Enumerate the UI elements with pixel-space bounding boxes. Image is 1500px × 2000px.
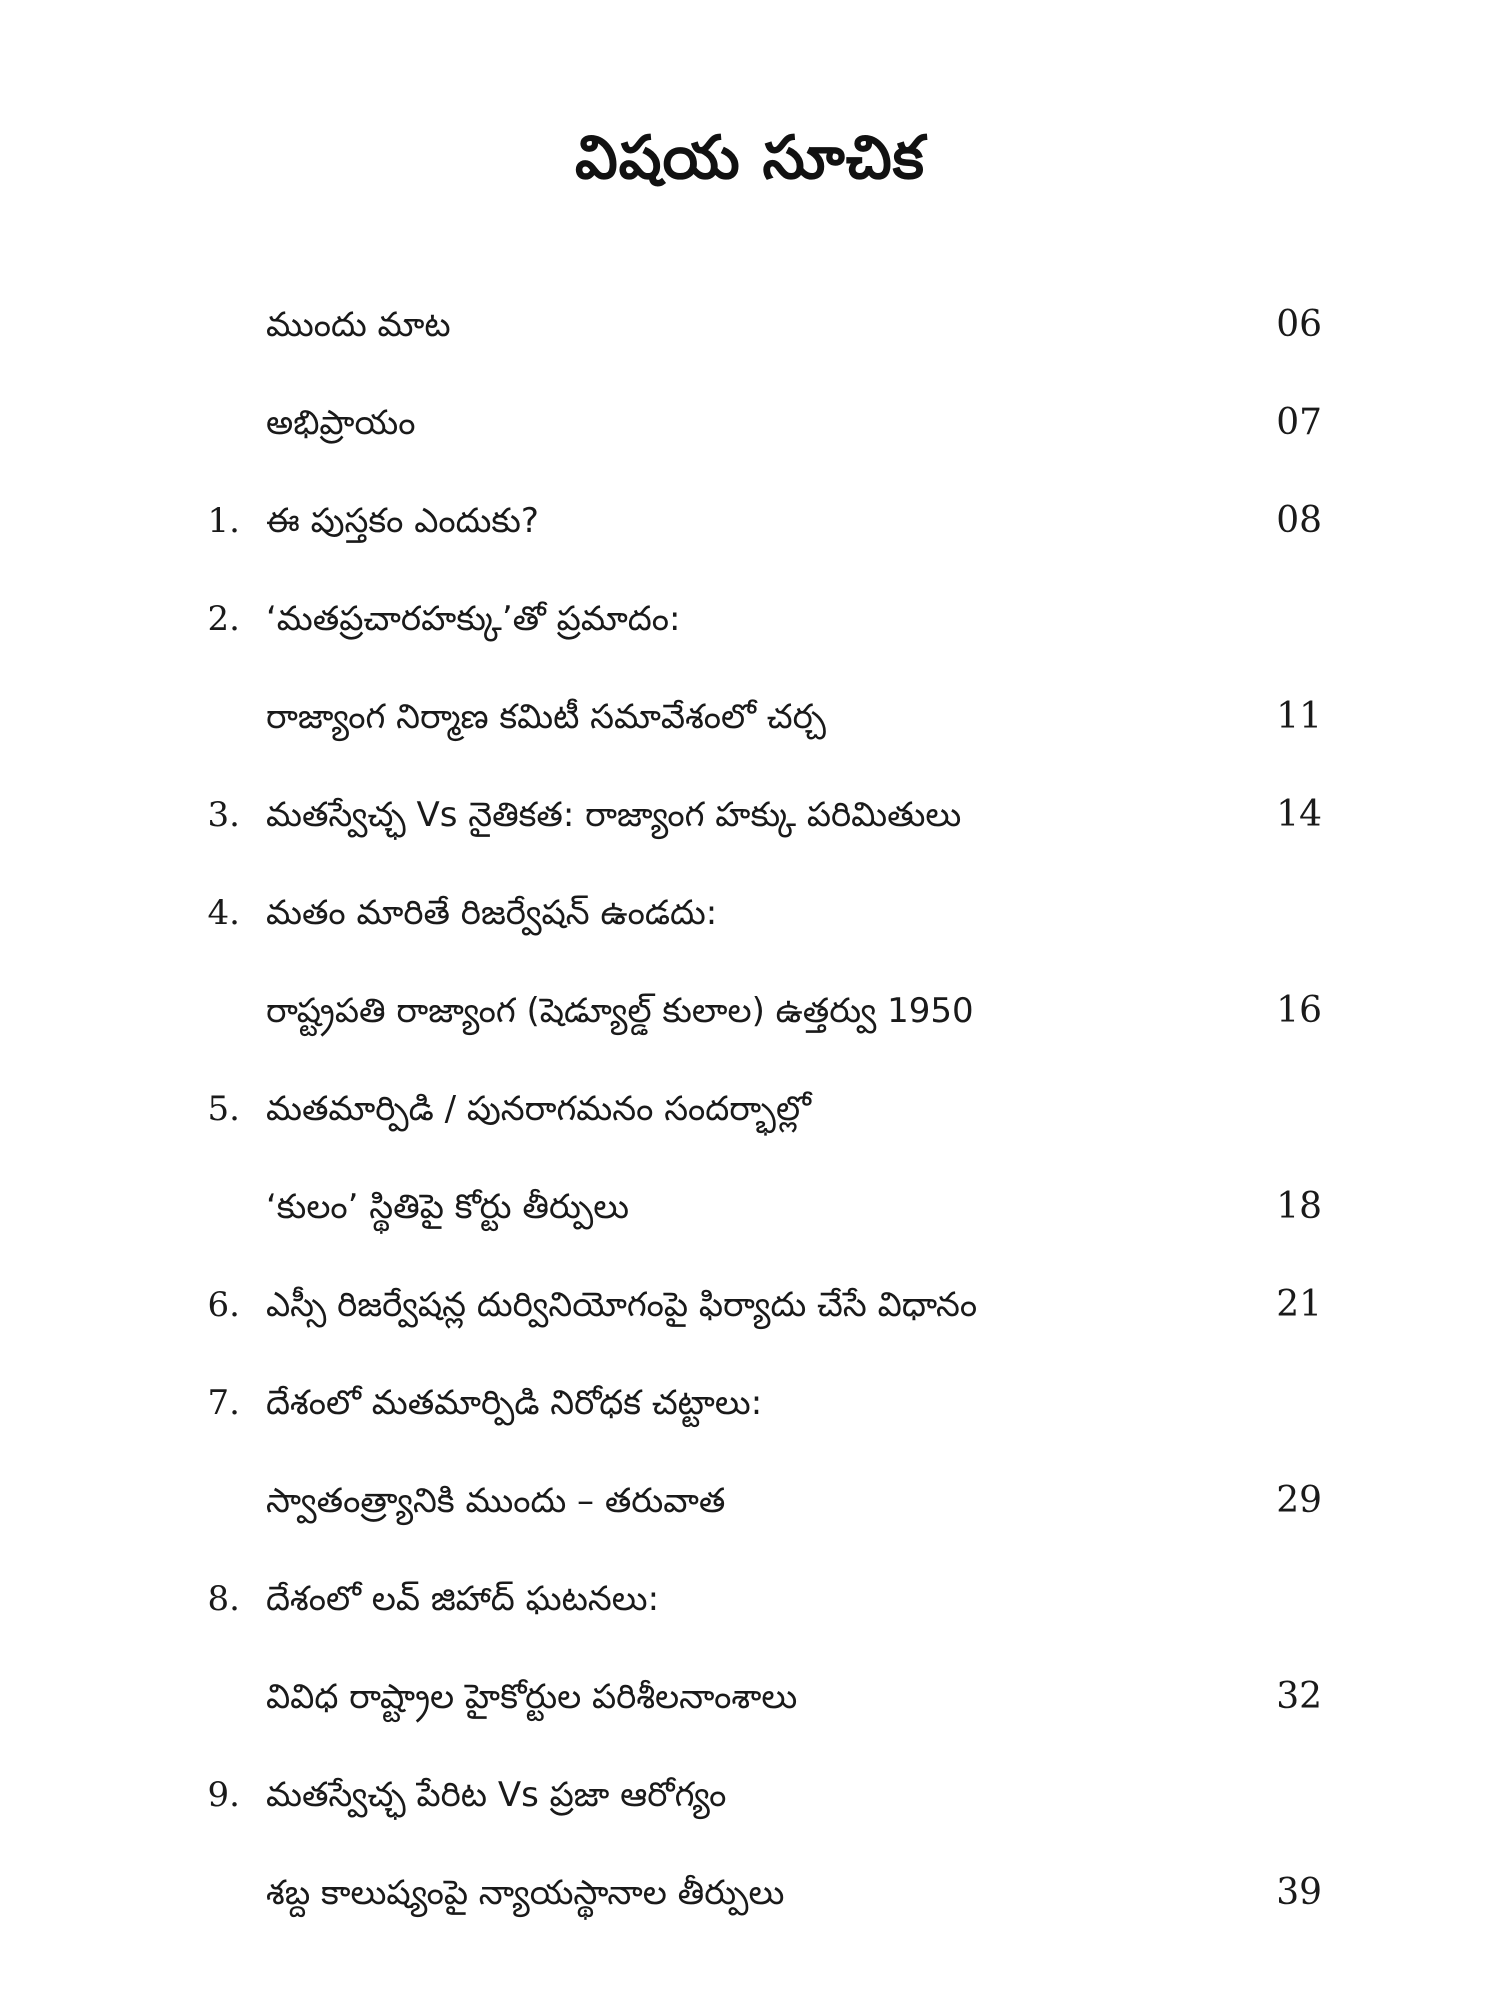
entry-page-number: 06 bbox=[1276, 304, 1322, 345]
entry-number: 8. bbox=[207, 1579, 240, 1619]
entry-number: 4. bbox=[207, 893, 240, 933]
toc-entry bbox=[0, 785, 1500, 845]
entry-title: అభిప్రాయం bbox=[266, 403, 416, 443]
entry-title: దేశంలో మతమార్పిడి నిరోధక చట్టాలు: bbox=[266, 1383, 763, 1423]
toc-entry bbox=[0, 1765, 1500, 1825]
toc-entry bbox=[0, 1569, 1500, 1629]
entry-page-number: 32 bbox=[1276, 1676, 1322, 1717]
entry-number: 9. bbox=[207, 1775, 240, 1815]
entry-title: రాష్ట్రపతి రాజ్యాంగ (షెడ్యూల్డ్ కులాల) ఉత్తర్వు 1950 bbox=[266, 991, 974, 1031]
entry-page-number: 16 bbox=[1276, 990, 1322, 1031]
entry-page-number: 07 bbox=[1276, 402, 1322, 443]
entry-page-number: 39 bbox=[1276, 1872, 1322, 1913]
entry-number: 3. bbox=[207, 795, 240, 835]
entry-page-number: 21 bbox=[1276, 1284, 1322, 1325]
entry-number: 1. bbox=[207, 501, 240, 541]
entry-title: ముందు మాట bbox=[266, 305, 451, 345]
entry-title: మతమార్పిడి / పునరాగమనం సందర్భాల్లో bbox=[266, 1089, 811, 1129]
toc-entry bbox=[0, 981, 1500, 1041]
toc-entry bbox=[0, 1373, 1500, 1433]
toc-entry bbox=[0, 1177, 1500, 1237]
entry-title: ‘కులం’ స్థితిపై కోర్టు తీర్పులు bbox=[266, 1187, 630, 1227]
entry-title: వివిధ రాష్ట్రాల హైకోర్టుల పరిశీలనాంశాలు bbox=[266, 1677, 798, 1717]
toc-entry bbox=[0, 1471, 1500, 1531]
toc-entry bbox=[0, 1079, 1500, 1139]
entry-page-number: 14 bbox=[1276, 794, 1322, 835]
entry-title: రాజ్యాంగ నిర్మాణ కమిటీ సమావేశంలో చర్చ bbox=[266, 697, 826, 737]
entry-number: 2. bbox=[207, 599, 240, 639]
toc-entry bbox=[0, 1863, 1500, 1923]
entry-title: శబ్ద కాలుష్యంపై న్యాయస్థానాల తీర్పులు bbox=[266, 1873, 785, 1913]
toc-entry bbox=[0, 883, 1500, 943]
entry-title: దేశంలో లవ్ జిహాద్ ఘటనలు: bbox=[266, 1579, 660, 1619]
entry-number: 5. bbox=[207, 1089, 240, 1129]
toc-entry bbox=[0, 295, 1500, 355]
page-title: విషయ సూచిక bbox=[575, 123, 925, 193]
entry-number: 6. bbox=[207, 1285, 240, 1325]
entry-title: స్వాతంత్ర్యానికి ముందు – తరువాత bbox=[266, 1481, 726, 1521]
entry-page-number: 29 bbox=[1276, 1480, 1322, 1521]
entry-title: ‘మతప్రచారహక్కు’తో ప్రమాదం: bbox=[266, 599, 681, 639]
toc-entry bbox=[0, 589, 1500, 649]
entry-title: మతస్వేచ్ఛ Vs నైతికత: రాజ్యాంగ హక్కు పరిమితులు bbox=[266, 795, 962, 835]
entry-page-number: 18 bbox=[1276, 1186, 1322, 1227]
toc-entry bbox=[0, 1667, 1500, 1727]
entry-page-number: 11 bbox=[1276, 696, 1322, 737]
entry-title: మతం మారితే రిజర్వేషన్ ఉండదు: bbox=[266, 893, 718, 933]
toc-entry bbox=[0, 687, 1500, 747]
toc-entry bbox=[0, 393, 1500, 453]
entry-title: ఎస్సీ రిజర్వేషన్ల దుర్వినియోగంపై ఫిర్యాదు చేసే విధానం bbox=[266, 1285, 978, 1325]
toc-entry bbox=[0, 1275, 1500, 1335]
toc-entry bbox=[0, 491, 1500, 551]
entry-number: 7. bbox=[207, 1383, 240, 1423]
entry-title: ఈ పుస్తకం ఎందుకు? bbox=[266, 501, 539, 541]
entry-title: మతస్వేచ్ఛ పేరిట Vs ప్రజా ఆరోగ్యం bbox=[266, 1775, 727, 1815]
entry-page-number: 08 bbox=[1276, 500, 1322, 541]
